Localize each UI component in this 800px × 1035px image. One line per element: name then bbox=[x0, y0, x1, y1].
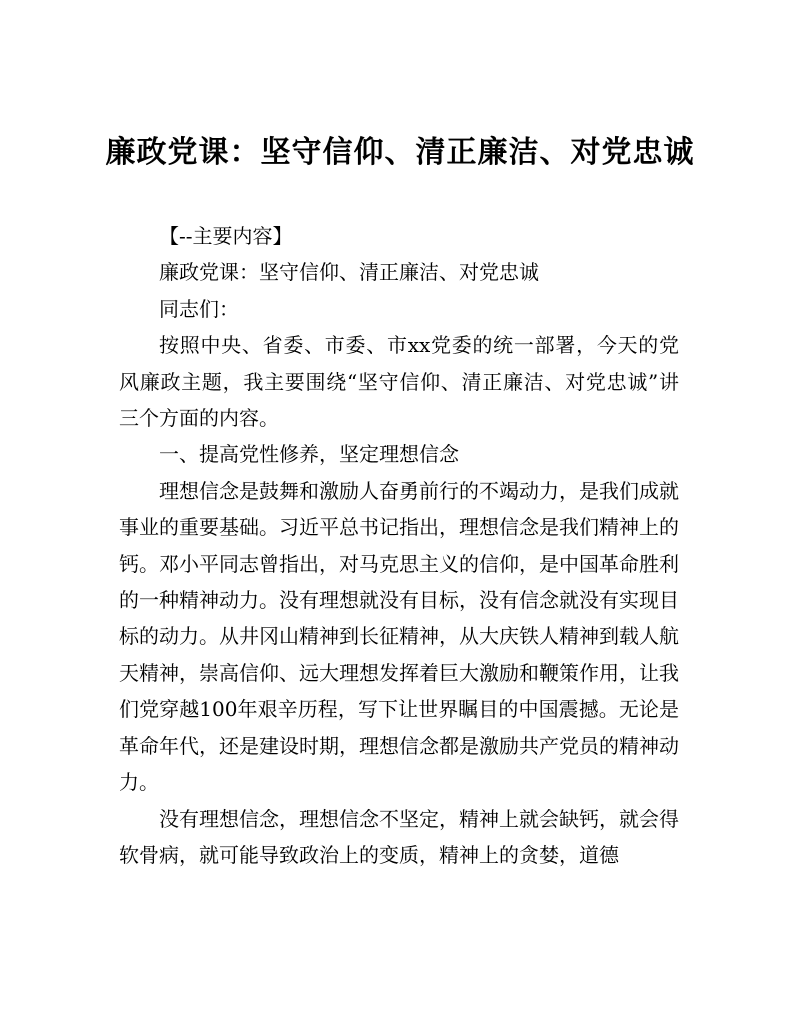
subtitle-line: 廉政党课：坚守信仰、清正廉洁、对党忠诚 bbox=[159, 260, 539, 285]
intro-paragraph: 按照中央、省委、市委、市xx党委的统一部署，今天的党风廉政主题，我主要围绕“坚守信仰、清正廉洁、对党忠诚”讲三个方面的内容。 bbox=[119, 333, 679, 431]
document-body bbox=[119, 218, 679, 873]
section-tag: 【--主要内容】 bbox=[159, 224, 293, 248]
section-heading-1: 一、提高党性修养，坚定理想信念 bbox=[159, 442, 459, 467]
salutation: 同志们： bbox=[159, 296, 239, 321]
body-paragraph: 没有理想信念，理想信念不坚定，精神上就会缺钙，就会得软骨病，就可能导致政治上的变质，精神上的贪婪，道德 bbox=[119, 806, 679, 867]
body-paragraph: 理想信念是鼓舞和激励人奋勇前行的不竭动力，是我们成就事业的重要基础。习近平总书记指出，理想信念是我们精神上的钙。邓小平同志曾指出，对马克思主义的信仰，是中国革命胜利的一种精神动力。没有理想就没有目标，没有信念就没有实现目标的动力。从井冈山精神到长征精神，从大庆铁人精神到载人航天精神，崇高信仰、远大理想发挥着巨大激励和鞭策作用，让我们党穿越100年艰辛历程，写下让世界瞩目的中国震撼。无论是革命年代，还是建设时期，理想信念都是激励共产党员的精神动力。 bbox=[119, 478, 679, 795]
document-title: 廉政党课：坚守信仰、清正廉洁、对党忠诚 bbox=[105, 135, 695, 170]
